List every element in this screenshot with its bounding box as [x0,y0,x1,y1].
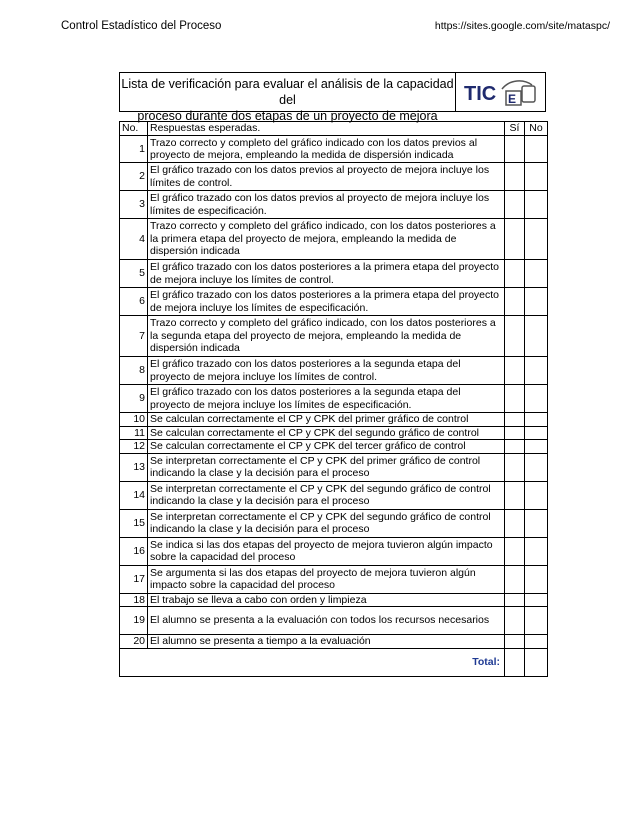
table-row [120,607,548,635]
table-row [120,565,548,593]
si-cell[interactable] [505,537,525,565]
col-header-responses: Respuestas esperadas. [148,122,505,136]
si-cell[interactable] [505,357,525,385]
item-text: Se indica si las dos etapas del proyecto de mejora tuvieron algún impacto sobre la capacidad del proceso [148,537,505,565]
item-number: 8 [120,357,148,385]
table-row [120,163,548,191]
table-row [120,635,548,649]
item-text: Se interpretan correctamente el CP y CPK del primer gráfico de control indicando la clase y la decisión para el proceso [148,453,505,481]
no-cell[interactable] [525,565,548,593]
item-text: Se argumenta si las dos etapas del proyecto de mejora tuvieron algún impacto sobre la capacidad del proceso [148,565,505,593]
title-line-1: Lista de verificación para evaluar el análisis de la capacidad del [121,77,454,107]
item-number: 7 [120,316,148,357]
item-text: El gráfico trazado con los datos posteriores a la segunda etapa del proyecto de mejora incluye los límites de control. [148,357,505,385]
no-cell[interactable] [525,635,548,649]
item-text: El gráfico trazado con los datos previos al proyecto de mejora incluye los límites de especificación. [148,191,505,219]
no-cell[interactable] [525,481,548,509]
item-number: 20 [120,635,148,649]
table-row [120,509,548,537]
logo-text: TIC [464,83,497,105]
table-row [120,593,548,607]
table-row [120,288,548,316]
document-header-url: https://sites.google.com/site/mataspc/ [434,20,610,32]
no-cell[interactable] [525,191,548,219]
item-number: 17 [120,565,148,593]
si-cell[interactable] [505,219,525,260]
item-number: 5 [120,260,148,288]
col-header-no: No. [120,122,148,136]
table-header-row [120,122,548,136]
col-header-si: Sí [505,122,525,136]
si-cell[interactable] [505,316,525,357]
table-row [120,357,548,385]
total-row [120,648,548,676]
item-text: Se interpretan correctamente el CP y CPK del segundo gráfico de control indicando la clase y la decisión para el proceso [148,481,505,509]
tice-logo-graphic [462,77,542,109]
item-number: 13 [120,453,148,481]
si-cell[interactable] [505,481,525,509]
si-cell[interactable] [505,385,525,413]
item-text: Se interpretan correctamente el CP y CPK del segundo gráfico de control indicando la clase y la decisión para el proceso [148,509,505,537]
item-text: Se calculan correctamente el CP y CPK del primer gráfico de control [148,413,505,427]
item-number: 1 [120,136,148,163]
table-row [120,385,548,413]
item-number: 18 [120,593,148,607]
item-number: 12 [120,440,148,454]
no-cell[interactable] [525,413,548,427]
no-cell[interactable] [525,509,548,537]
checklist-title [119,72,455,123]
item-text: El alumno se presenta a la evaluación con todos los recursos necesarios [148,607,505,635]
si-cell[interactable] [505,163,525,191]
table-row [120,426,548,440]
item-text: El alumno se presenta a tiempo a la evaluación [148,635,505,649]
total-no-cell[interactable] [525,648,548,676]
si-cell[interactable] [505,260,525,288]
no-cell[interactable] [525,453,548,481]
no-cell[interactable] [525,537,548,565]
no-cell[interactable] [525,316,548,357]
item-number: 10 [120,413,148,427]
si-cell[interactable] [505,191,525,219]
item-text: El gráfico trazado con los datos previos al proyecto de mejora incluye los límites de control. [148,163,505,191]
table-row [120,219,548,260]
total-label: Total: [120,648,505,676]
table-row [120,440,548,454]
si-cell[interactable] [505,509,525,537]
table-row [120,413,548,427]
item-text: Trazo correcto y completo del gráfico indicado, con los datos posteriores a la segunda etapa del proyecto de mejora, empleando la medida de dispersión indicada [148,316,505,357]
no-cell[interactable] [525,593,548,607]
checklist-table [119,121,548,677]
item-number: 4 [120,219,148,260]
si-cell[interactable] [505,288,525,316]
tice-logo [455,72,546,112]
table-row [120,537,548,565]
item-number: 14 [120,481,148,509]
no-cell[interactable] [525,288,548,316]
si-cell[interactable] [505,413,525,427]
item-text: El gráfico trazado con los datos posteriores a la segunda etapa del proyecto de mejora incluye los límites de especificación. [148,385,505,413]
table-row [120,453,548,481]
item-number: 16 [120,537,148,565]
si-cell[interactable] [505,593,525,607]
no-cell[interactable] [525,163,548,191]
no-cell[interactable] [525,136,548,163]
total-si-cell[interactable] [505,648,525,676]
item-text: Trazo correcto y completo del gráfico indicado con los datos previos al proyecto de mejora, empleando la medida de dispersión indicada [148,136,505,163]
item-number: 15 [120,509,148,537]
table-row [120,136,548,163]
item-number: 19 [120,607,148,635]
table-row [120,316,548,357]
title-line-2: proceso durante dos etapas de un proyecto de mejora [137,109,438,123]
item-text: El gráfico trazado con los datos posteriores a la primera etapa del proyecto de mejora incluye los límites de control. [148,260,505,288]
si-cell[interactable] [505,426,525,440]
document-header-title: Control Estadístico del Proceso [61,20,222,32]
table-row [120,191,548,219]
no-cell[interactable] [525,440,548,454]
item-number: 6 [120,288,148,316]
si-cell[interactable] [505,607,525,635]
no-cell[interactable] [525,607,548,635]
item-text: Trazo correcto y completo del gráfico indicado, con los datos posteriores a la primera etapa del proyecto de mejora, empleando la medida de dispersión indicada [148,219,505,260]
item-number: 2 [120,163,148,191]
table-row [120,481,548,509]
si-cell[interactable] [505,565,525,593]
si-cell[interactable] [505,136,525,163]
item-number: 3 [120,191,148,219]
item-text: Se calculan correctamente el CP y CPK del segundo gráfico de control [148,426,505,440]
si-cell[interactable] [505,440,525,454]
item-text: Se calculan correctamente el CP y CPK del tercer gráfico de control [148,440,505,454]
item-text: El trabajo se lleva a cabo con orden y limpieza [148,593,505,607]
no-cell[interactable] [525,357,548,385]
no-cell[interactable] [525,260,548,288]
table-row [120,260,548,288]
item-text: El gráfico trazado con los datos posteriores a la primera etapa del proyecto de mejora incluye los límites de especificación. [148,288,505,316]
no-cell[interactable] [525,426,548,440]
item-number: 11 [120,426,148,440]
item-number: 9 [120,385,148,413]
no-cell[interactable] [525,385,548,413]
si-cell[interactable] [505,453,525,481]
logo-sub: E [508,92,517,106]
col-header-no-answer: No [525,122,548,136]
no-cell[interactable] [525,219,548,260]
si-cell[interactable] [505,635,525,649]
